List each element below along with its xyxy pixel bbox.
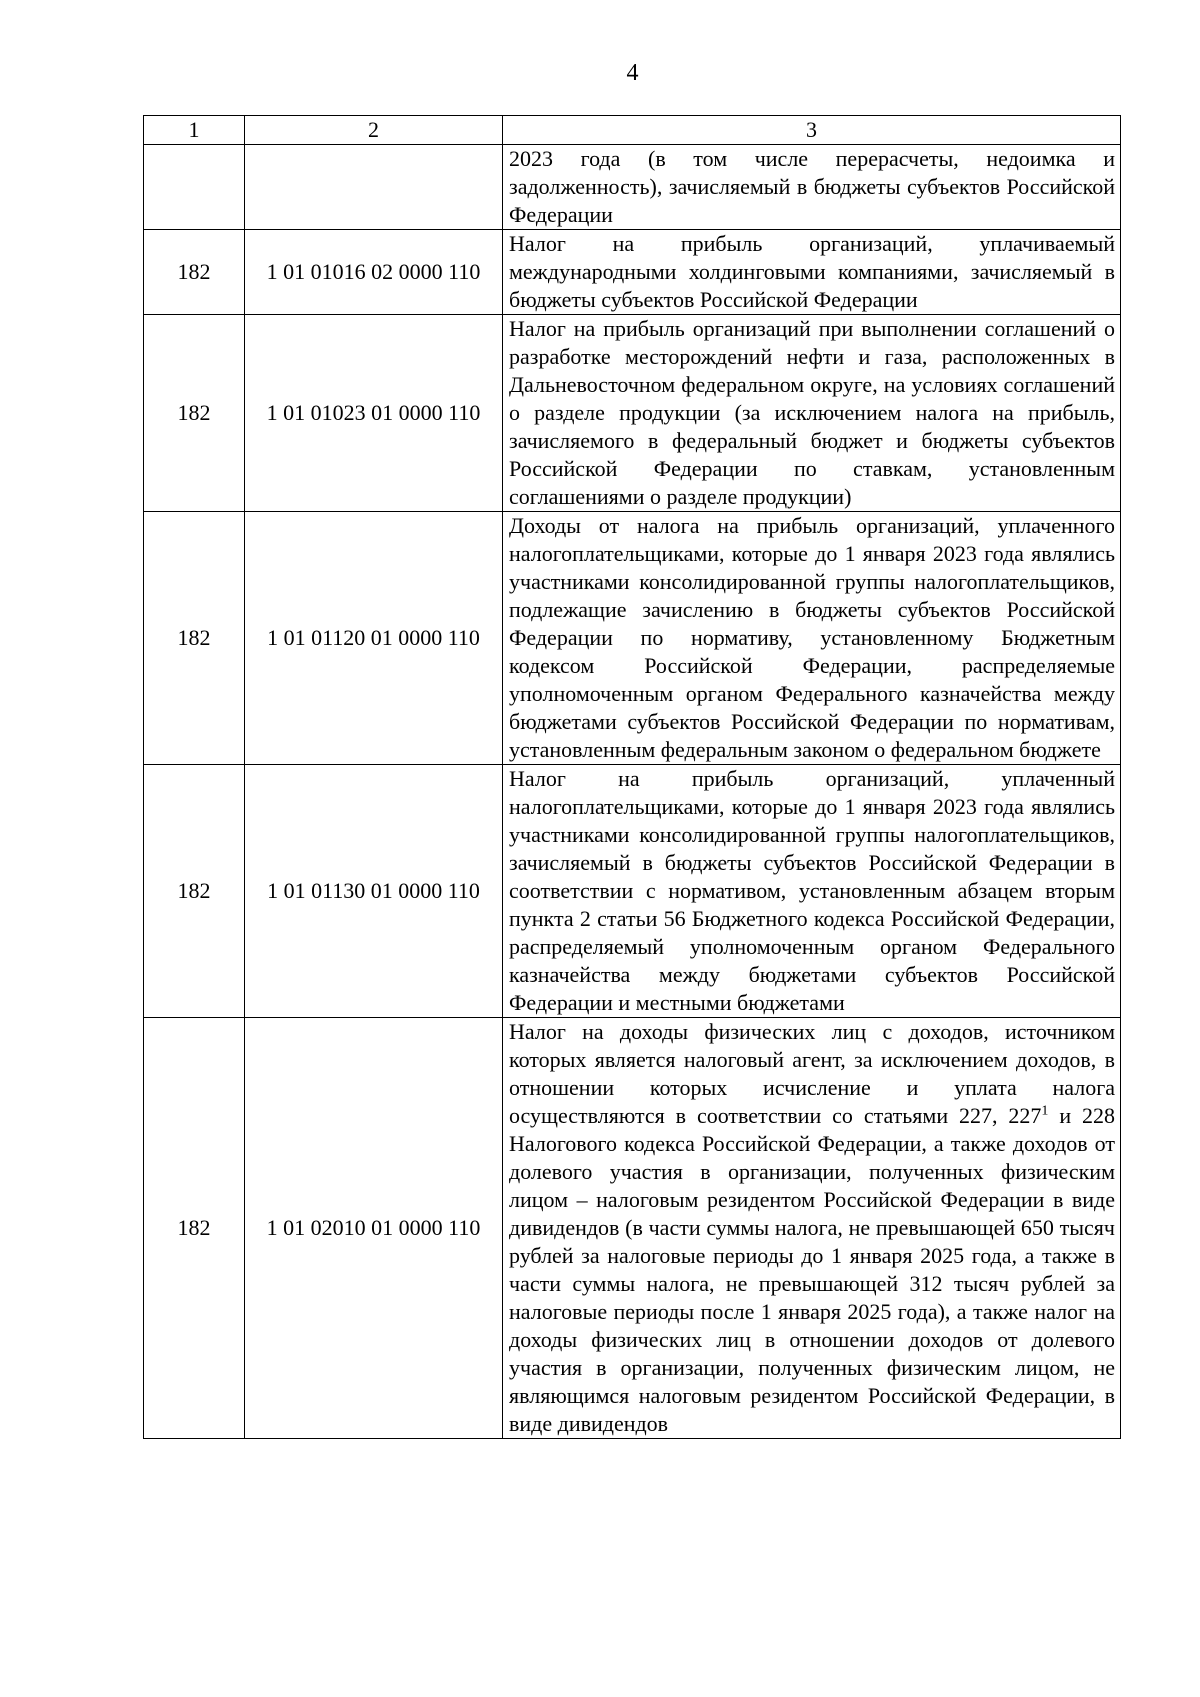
budget-code-cell xyxy=(245,145,503,230)
table-row xyxy=(144,512,1121,765)
admin-code-cell: 182 xyxy=(144,765,245,1018)
budget-code-cell: 1 01 01023 01 0000 110 xyxy=(245,315,503,512)
description-cell xyxy=(503,1018,1121,1439)
table-row xyxy=(144,230,1121,315)
page-number: 4 xyxy=(626,60,639,86)
table-row xyxy=(144,315,1121,512)
admin-code-cell: 182 xyxy=(144,230,245,315)
description-cell: 2023 года (в том числе перерасчеты, недоимка и задолженность), зачисляемый в бюджеты субъектов Российской Федерации xyxy=(503,145,1121,230)
admin-code-cell: 182 xyxy=(144,1018,245,1439)
budget-code-cell: 1 01 01130 01 0000 110 xyxy=(245,765,503,1018)
description-cell: Налог на прибыль организаций, уплачиваемый международными холдинговыми компаниями, зачисляемый в бюджеты субъектов Российской Федерации xyxy=(503,230,1121,315)
budget-code-cell: 1 01 01016 02 0000 110 xyxy=(245,230,503,315)
table-row xyxy=(144,145,1121,230)
table-header-row xyxy=(144,116,1121,145)
description-text: Налог на доходы физических лиц с доходов, источником которых является налоговый агент, за исключением доходов, в отношении которых исчисление и уплата налога осуществляются в соответствии со статьями 227, 227 xyxy=(509,1019,1115,1128)
description-cell: Доходы от налога на прибыль организаций, уплаченного налогоплательщиками, которые до 1 января 2023 года являлись участниками консолидированной группы налогоплательщиков, подлежащие зачислению в бюджеты субъектов Российской Федерации по нормативу, установленному Бюджетным кодексом Российской Федерации, распределяемые уполномоченным органом Федерального казначейства между бюджетами субъектов Российской Федерации по нормативам, установленным федеральным законом о федеральном бюджете xyxy=(503,512,1121,765)
table-row xyxy=(144,765,1121,1018)
superscript-mark: 1 xyxy=(1041,1103,1049,1119)
admin-code-cell: 182 xyxy=(144,315,245,512)
admin-code-cell: 182 xyxy=(144,512,245,765)
column-header-1: 1 xyxy=(144,116,245,145)
column-header-3: 3 xyxy=(503,116,1121,145)
description-text: и 228 Налогового кодекса Российской Федерации, а также доходов от долевого участия в организации, полученных физическим лицом – налоговым резидентом Российской Федерации в виде дивидендов (в части суммы налога, не превышающей 650 тысяч рублей за налоговые периоды до 1 января 2025 года, а также в части суммы налога, не превышающей 312 тысяч рублей за налоговые периоды после 1 января 2025 года), а также налог на доходы физических лиц в отношении доходов от долевого участия в организации, полученных физическим лицом, не являющимся налоговым резидентом Российской Федерации, в виде дивидендов xyxy=(509,1103,1115,1436)
budget-code-cell: 1 01 02010 01 0000 110 xyxy=(245,1018,503,1439)
column-header-2: 2 xyxy=(245,116,503,145)
table-row xyxy=(144,1018,1121,1439)
admin-code-cell xyxy=(144,145,245,230)
revenue-codes-table xyxy=(143,115,1121,1439)
description-cell: Налог на прибыль организаций, уплаченный налогоплательщиками, которые до 1 января 2023 года являлись участниками консолидированной группы налогоплательщиков, зачисляемый в бюджеты субъектов Российской Федерации в соответствии с нормативом, установленным абзацем вторым пункта 2 статьи 56 Бюджетного кодекса Российской Федерации, распределяемый уполномоченным органом Федерального казначейства между бюджетами субъектов Российской Федерации и местными бюджетами xyxy=(503,765,1121,1018)
budget-code-cell: 1 01 01120 01 0000 110 xyxy=(245,512,503,765)
description-cell: Налог на прибыль организаций при выполнении соглашений о разработке месторождений нефти и газа, расположенных в Дальневосточном федеральном округе, на условиях соглашений о разделе продукции (за исключением налога на прибыль, зачисляемого в федеральный бюджет и бюджеты субъектов Российской Федерации по ставкам, установленным соглашениями о разделе продукции) xyxy=(503,315,1121,512)
